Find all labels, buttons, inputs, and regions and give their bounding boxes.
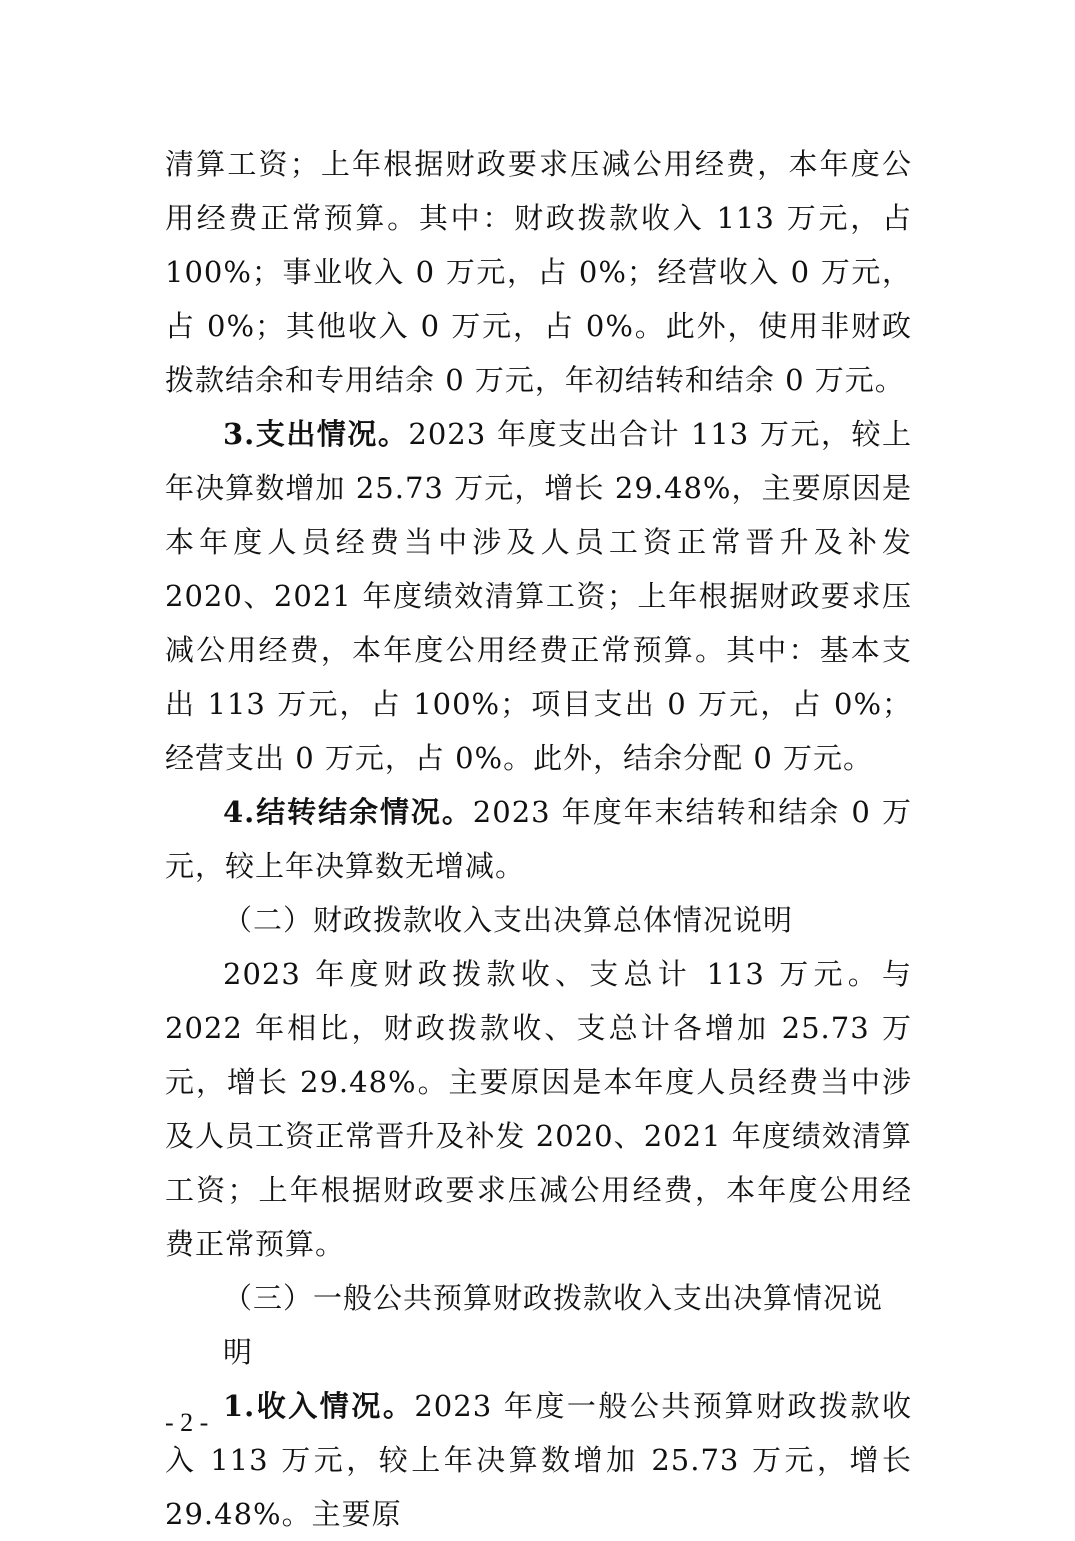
section-heading-fiscal-overview: （二）财政拨款收入支出决算总体情况说明 [223,903,794,937]
document-body [165,137,912,1541]
carryover-text: 2023 年度年末结转和结余 0 万元，较上年决算数无增减。 [165,795,912,883]
paragraph-expenditure [165,407,912,785]
paragraph-carryover [165,785,912,893]
page-number: - 2 - [165,1408,209,1437]
expenditure-heading: 3.支出情况。 [223,417,409,451]
paragraph-income-continuation: 清算工资；上年根据财政要求压减公用经费，本年度公用经费正常预算。其中：财政拨款收入 113 万元，占 100%；事业收入 0 万元，占 0%；经营收入 0 万元，占 0%；其他收入 0 万元，占 0%。此外，使用非财政拨款结余和专用结余 0 万元，年初结转和结余 0 万元。 [165,147,912,397]
carryover-heading: 4.结转结余情况。 [223,795,473,829]
paragraph-fiscal-overview: 2023 年度财政拨款收、支总计 113 万元。与 2022 年相比，财政拨款收、支总计各增加 25.73 万元，增长 29.48%。主要原因是本年度人员经费当中涉及人员工资正常晋升及补发 2020、2021 年度绩效清算工资；上年根据财政要求压减公用经费，本年度公用经费正常预算。 [165,957,912,1261]
income-heading: 1.收入情况。 [223,1389,415,1423]
income-text: 2023 年度一般公共预算财政拨款收入 113 万元，较上年决算数增加 25.73 万元，增长 29.48%。主要原 [165,1389,912,1531]
expenditure-text: 2023 年度支出合计 113 万元，较上年决算数增加 25.73 万元，增长 29.48%，主要原因是本年度人员经费当中涉及人员工资正常晋升及补发 2020、2021 年度绩效清算工资；上年根据财政要求压减公用经费，本年度公用经费正常预算。其中：基本支出 113 万元，占 100%；项目支出 0 万元，占 0%；经营支出 0 万元，占 0%。此外，结余分配 0 万元。 [165,417,912,775]
section-heading-general-budget: （三）一般公共预算财政拨款收入支出决算情况说明 [223,1281,884,1369]
paragraph-general-budget-income [165,1379,912,1541]
